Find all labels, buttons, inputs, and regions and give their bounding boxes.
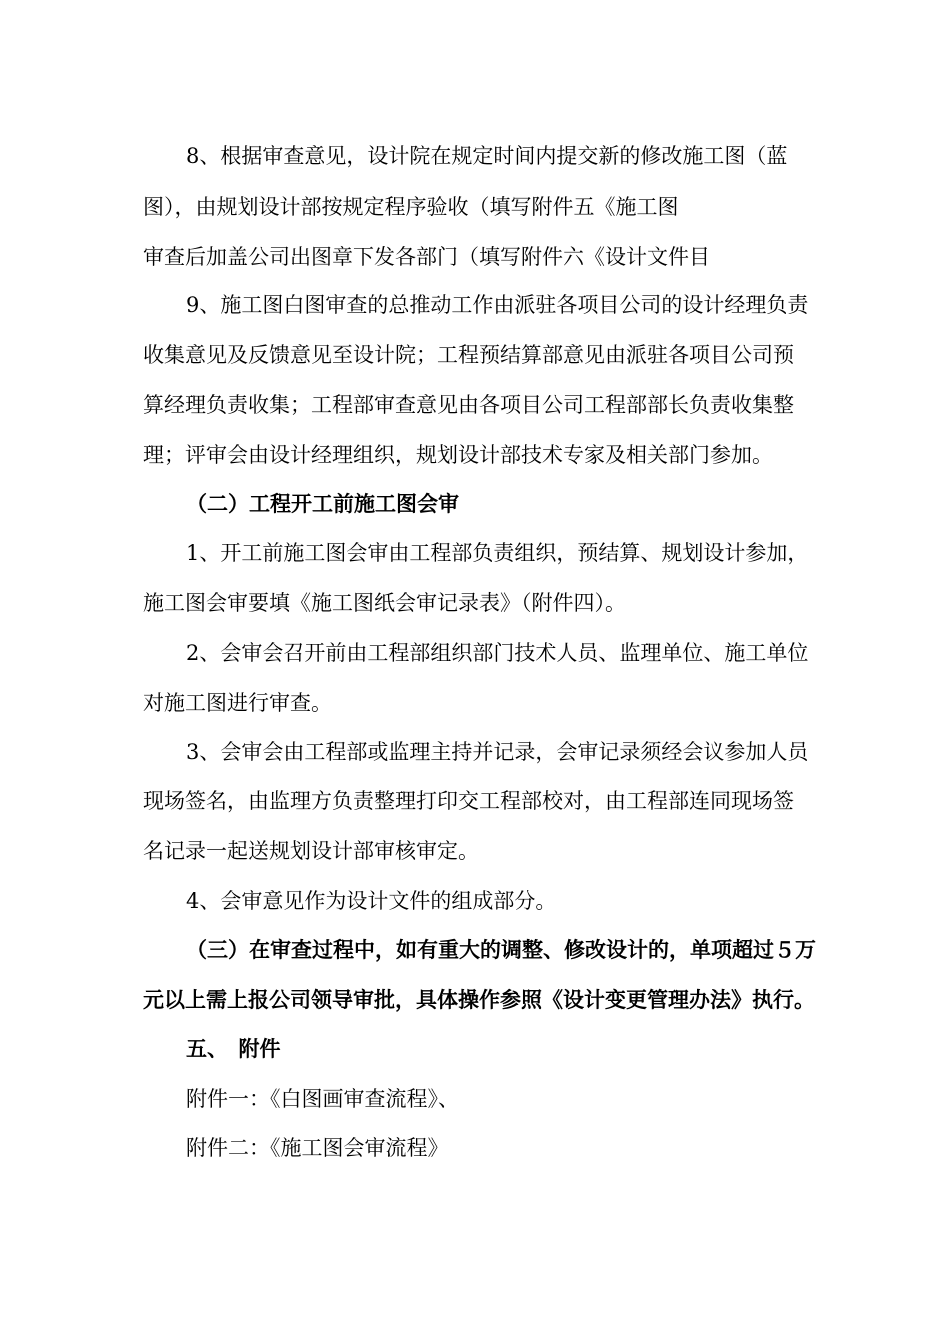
para-8-line-2: 图），由规划设计部按规定程序验收（填写附件五《施工图 [143, 195, 679, 219]
section-heading-2: （二）工程开工前施工图会审 [186, 491, 459, 516]
item-3-line-3: 名记录一起送规划设计部审核审定。 [143, 839, 479, 863]
attachment-2: 附件二：《施工图会审流程》 [186, 1136, 449, 1160]
para-9-line-4: 理；评审会由设计经理组织，规划设计部技术专家及相关部门参加。 [143, 443, 773, 467]
para-8-line-3: 审查后加盖公司出图章下发各部门（填写附件六《设计文件目 [143, 245, 710, 269]
para-9-line-1: 9、施工图白图审查的总推动工作由派驻各项目公司的设计经理负责 [186, 293, 809, 317]
para-9-line-3: 算经理负责收集；工程部审查意见由各项目公司工程部部长负责收集整 [143, 393, 794, 417]
para-8-line-1: 8、根据审查意见，设计院在规定时间内提交新的修改施工图（蓝 [186, 144, 788, 168]
item-1-line-2: 施工图会审要填《施工图纸会审记录表》（附件四）。 [143, 591, 626, 615]
item-1-line-1: 1、开工前施工图会审由工程部负责组织，预结算、规划设计参加， [186, 541, 809, 565]
item-2-line-1: 2、会审会召开前由工程部组织部门技术人员、监理单位、施工单位 [186, 641, 809, 665]
section-heading-3-line-1: （三）在审查过程中，如有重大的调整、修改设计的，单项超过５万 [186, 937, 816, 962]
item-2-line-2: 对施工图进行审查。 [143, 691, 332, 715]
section-five-heading: 五、 附件 [186, 1036, 281, 1061]
item-3-line-2: 现场签名，由监理方负责整理打印交工程部校对，由工程部连同现场签 [143, 789, 794, 813]
item-3-line-1: 3、会审会由工程部或监理主持并记录，会审记录须经会议参加人员 [186, 740, 809, 764]
section-heading-3-line-2: 元以上需上报公司领导审批，具体操作参照《设计变更管理办法》执行。 [143, 987, 815, 1012]
para-9-line-2: 收集意见及反馈意见至设计院；工程预结算部意见由派驻各项目公司预 [143, 343, 794, 367]
attachment-1: 附件一：《白图画审查流程》、 [186, 1087, 459, 1111]
item-4-line-1: 4、会审意见作为设计文件的组成部分。 [186, 889, 557, 913]
